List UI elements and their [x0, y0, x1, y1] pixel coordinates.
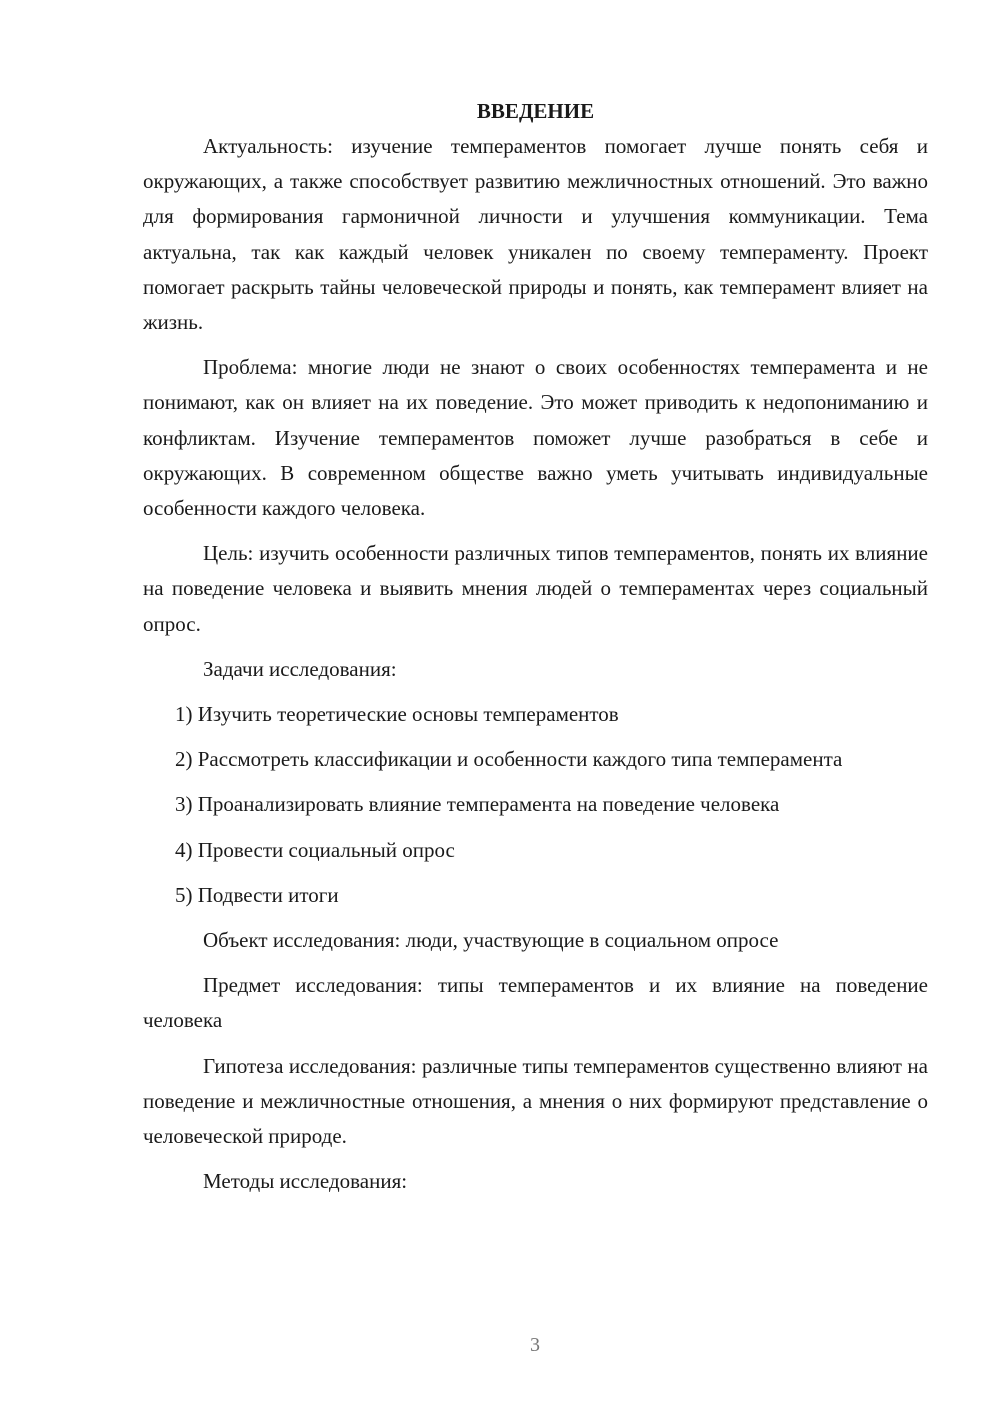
task-item-3: 3) Проанализировать влияние темперамента на поведение человека: [175, 792, 780, 817]
hypothesis-paragraph: Гипотеза исследования: различные типы темпераментов существенно влияют на поведение и межличностные отношения, а мнения о них формируют представление о человеческой природе.: [143, 1053, 928, 1149]
task-item-1: 1) Изучить теоретические основы темпераментов: [175, 702, 619, 727]
subject-paragraph: Предмет исследования: типы темпераментов и их влияние на поведение человека: [143, 973, 928, 1033]
page-title: ВВЕДЕНИЕ: [476, 99, 595, 123]
task-item-4: 4) Провести социальный опрос: [175, 837, 455, 862]
document-page: [143, 90, 928, 1209]
methods-paragraph: Методы исследования:: [203, 1169, 408, 1194]
task-item-2: 2) Рассмотреть классификации и особенности каждого типа темперамента: [175, 747, 843, 772]
page-number: 3: [530, 1334, 540, 1356]
object-paragraph: Объект исследования: люди, участвующие в социальном опросе: [203, 928, 779, 953]
tasks-heading: Задачи исследования:: [203, 656, 397, 681]
task-item-5: 5) Подвести итоги: [175, 882, 339, 907]
relevance-paragraph: Актуальность: изучение темпераментов помогает лучше понять себя и окружающих, а также способствует развитию межличностных отношений. Это важно для формирования гармоничной личности и улучшения коммуникации. Тема актуальна, так как каждый человек уникален по своему темпераменту. Проект помогает раскрыть тайны человеческой природы и понять, как темперамент влияет на жизнь.: [143, 134, 928, 335]
goal-paragraph: Цель: изучить особенности различных типов темпераментов, понять их влияние на поведение человека и выявить мнения людей о темпераментах через социальный опрос.: [143, 541, 928, 636]
problem-paragraph: Проблема: многие люди не знают о своих особенностях темперамента и не понимают, как он влияет на их поведение. Это может приводить к недопониманию и конфликтам. Изучение темпераментов поможет лучше разобраться в себе и окружающих. В современном обществе важно уметь учитывать индивидуальные особенности каждого человека.: [143, 355, 928, 521]
